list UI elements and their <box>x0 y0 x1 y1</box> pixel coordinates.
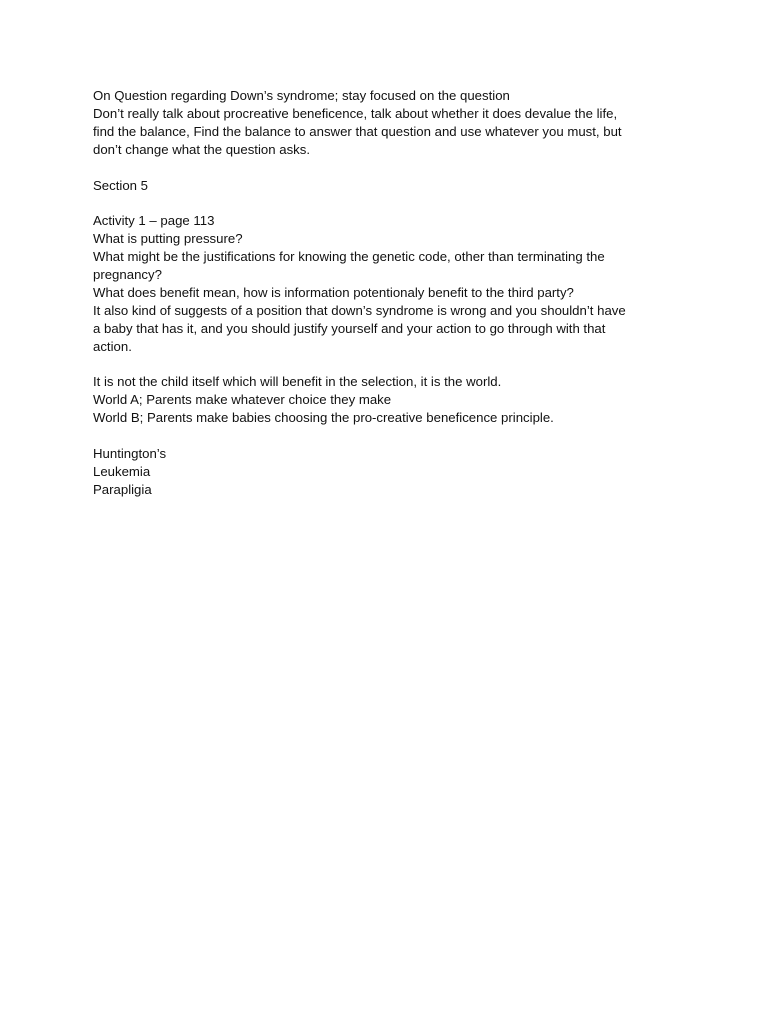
text-line: pregnancy? <box>93 267 162 283</box>
section-title: Section 5 <box>93 177 148 193</box>
text-line: World A; Parents make whatever choice they make <box>93 392 392 408</box>
activity-title: Activity 1 – page 113 <box>93 213 215 229</box>
list-item: Huntington’s <box>93 446 167 462</box>
document-body <box>93 87 683 517</box>
text-line: action. <box>93 338 132 354</box>
paragraph-activity-1 <box>93 212 683 355</box>
paragraph-conditions-list <box>93 445 683 499</box>
text-line: It is not the child itself which will benefit in the selection, it is the world. <box>93 374 502 390</box>
section-heading <box>93 177 683 195</box>
paragraph-worlds <box>93 373 683 427</box>
text-line: Don’t really talk about procreative beneficence, talk about whether it does devalue the life, <box>93 105 618 121</box>
text-line: World B; Parents make babies choosing the pro-creative beneficence principle. <box>93 410 554 426</box>
list-item: Parapligia <box>93 481 152 497</box>
text-line: What might be the justifications for knowing the genetic code, other than terminating the <box>93 249 605 265</box>
text-line: What does benefit mean, how is information potentionaly benefit to the third party? <box>93 284 574 300</box>
text-line: a baby that has it, and you should justify yourself and your action to go through with that <box>93 320 606 336</box>
text-line: It also kind of suggests of a position that down’s syndrome is wrong and you shouldn’t have <box>93 302 626 318</box>
list-item: Leukemia <box>93 463 151 479</box>
text-line: On Question regarding Down’s syndrome; stay focused on the question <box>93 88 510 103</box>
text-line: find the balance, Find the balance to answer that question and use whatever you must, but <box>93 123 622 139</box>
text-line: What is putting pressure? <box>93 231 243 247</box>
paragraph-downs-syndrome-note <box>93 87 683 159</box>
text-line: don’t change what the question asks. <box>93 141 311 157</box>
